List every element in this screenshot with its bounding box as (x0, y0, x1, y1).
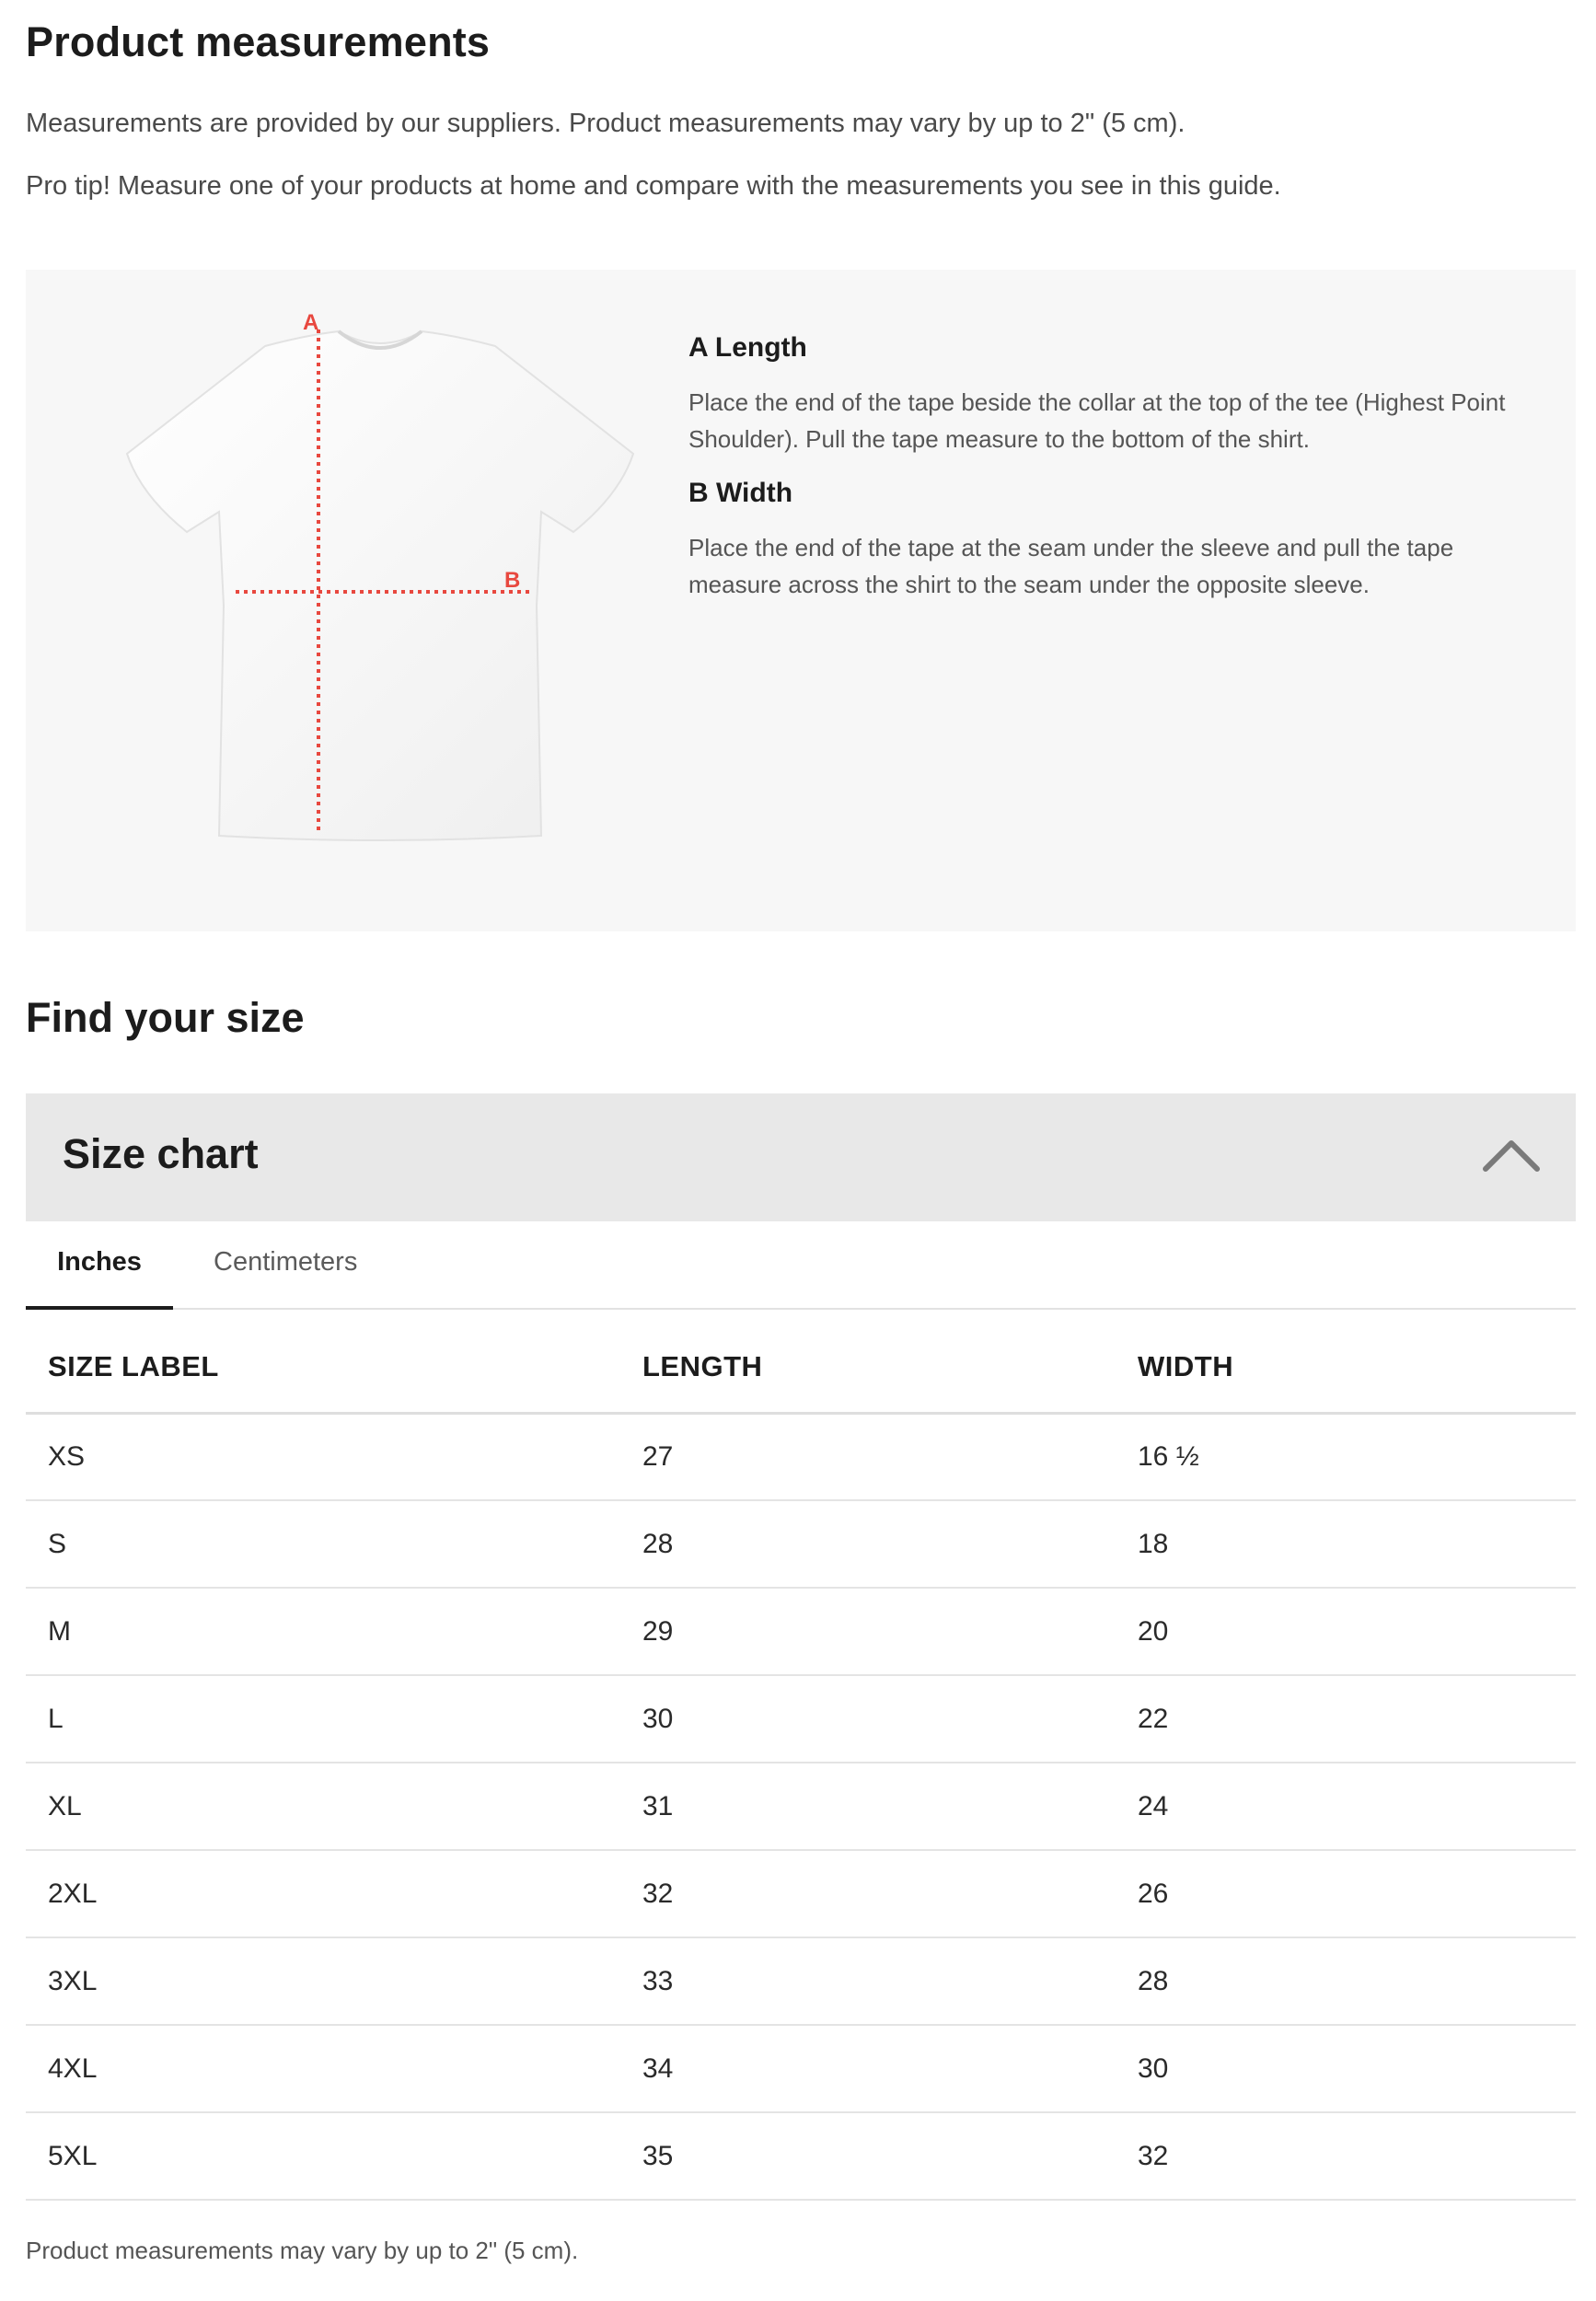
size-cell: XL (26, 1763, 642, 1850)
find-your-size-title: Find your size (26, 994, 305, 1041)
length-cell: 35 (642, 2112, 1138, 2200)
width-cell: 30 (1138, 2025, 1576, 2112)
intro-text: Measurements are provided by our suppliers. Product measurements may vary by up to 2" (5 cm). (26, 109, 1185, 138)
width-cell: 26 (1138, 1850, 1576, 1937)
table-row (26, 1413, 1576, 1500)
length-heading: A Length (688, 332, 807, 363)
size-chart-accordion-toggle[interactable] (26, 1093, 1576, 1221)
size-cell: 3XL (26, 1937, 642, 2025)
width-cell: 28 (1138, 1937, 1576, 2025)
tshirt-diagram-icon (104, 311, 656, 845)
column-header-width: WIDTH (1138, 1310, 1576, 1413)
unit-tabs (26, 1221, 1576, 1310)
size-cell: XS (26, 1413, 642, 1500)
length-cell: 29 (642, 1588, 1138, 1675)
table-row (26, 1937, 1576, 2025)
width-cell: 18 (1138, 1500, 1576, 1588)
size-cell: 4XL (26, 2025, 642, 2112)
length-description: Place the end of the tape beside the collar at the top of the tee (Highest Point Shoulder). Pull the tape measure to the bottom of the shirt. (688, 388, 1506, 453)
column-header-size-label: SIZE LABEL (26, 1310, 642, 1413)
measurement-instructions (688, 332, 1517, 623)
table-row (26, 1500, 1576, 1588)
length-cell: 31 (642, 1763, 1138, 1850)
table-header-row (26, 1310, 1576, 1413)
length-cell: 30 (642, 1675, 1138, 1763)
width-cell: 32 (1138, 2112, 1576, 2200)
table-row (26, 1675, 1576, 1763)
size-cell: 5XL (26, 2112, 642, 2200)
width-cell: 16 ½ (1138, 1413, 1576, 1500)
length-cell: 27 (642, 1413, 1138, 1500)
table-footnote: Product measurements may vary by up to 2" (5 cm). (26, 2237, 579, 2264)
size-cell: S (26, 1500, 642, 1588)
table-row (26, 2112, 1576, 2200)
column-header-length: LENGTH (642, 1310, 1138, 1413)
length-cell: 34 (642, 2025, 1138, 2112)
size-cell: M (26, 1588, 642, 1675)
width-cell: 22 (1138, 1675, 1576, 1763)
table-row (26, 1588, 1576, 1675)
length-cell: 28 (642, 1500, 1138, 1588)
pro-tip-text: Pro tip! Measure one of your products at home and compare with the measurements you see in this guide. (26, 171, 1281, 201)
size-chart-table (26, 1310, 1576, 2201)
chevron-up-icon[interactable] (1482, 1132, 1541, 1178)
size-cell: L (26, 1675, 642, 1763)
length-cell: 32 (642, 1850, 1138, 1937)
page-title: Product measurements (26, 18, 491, 65)
size-chart-title: Size chart (63, 1130, 259, 1177)
measurement-guide-panel (26, 270, 1576, 931)
length-cell: 33 (642, 1937, 1138, 2025)
table-row (26, 2025, 1576, 2112)
size-cell: 2XL (26, 1850, 642, 1937)
width-description: Place the end of the tape at the seam under the sleeve and pull the tape measure across the shirt to the seam under the opposite sleeve. (688, 534, 1454, 598)
tshirt-shape (127, 331, 633, 840)
width-heading: B Width (688, 478, 793, 508)
table-row (26, 1763, 1576, 1850)
width-cell: 24 (1138, 1763, 1576, 1850)
label-b: B (504, 568, 521, 593)
label-a: A (303, 311, 319, 335)
tab-centimeters[interactable]: Centimeters (214, 1247, 358, 1277)
tab-inches[interactable]: Inches (26, 1247, 173, 1310)
table-row (26, 1850, 1576, 1937)
width-cell: 20 (1138, 1588, 1576, 1675)
